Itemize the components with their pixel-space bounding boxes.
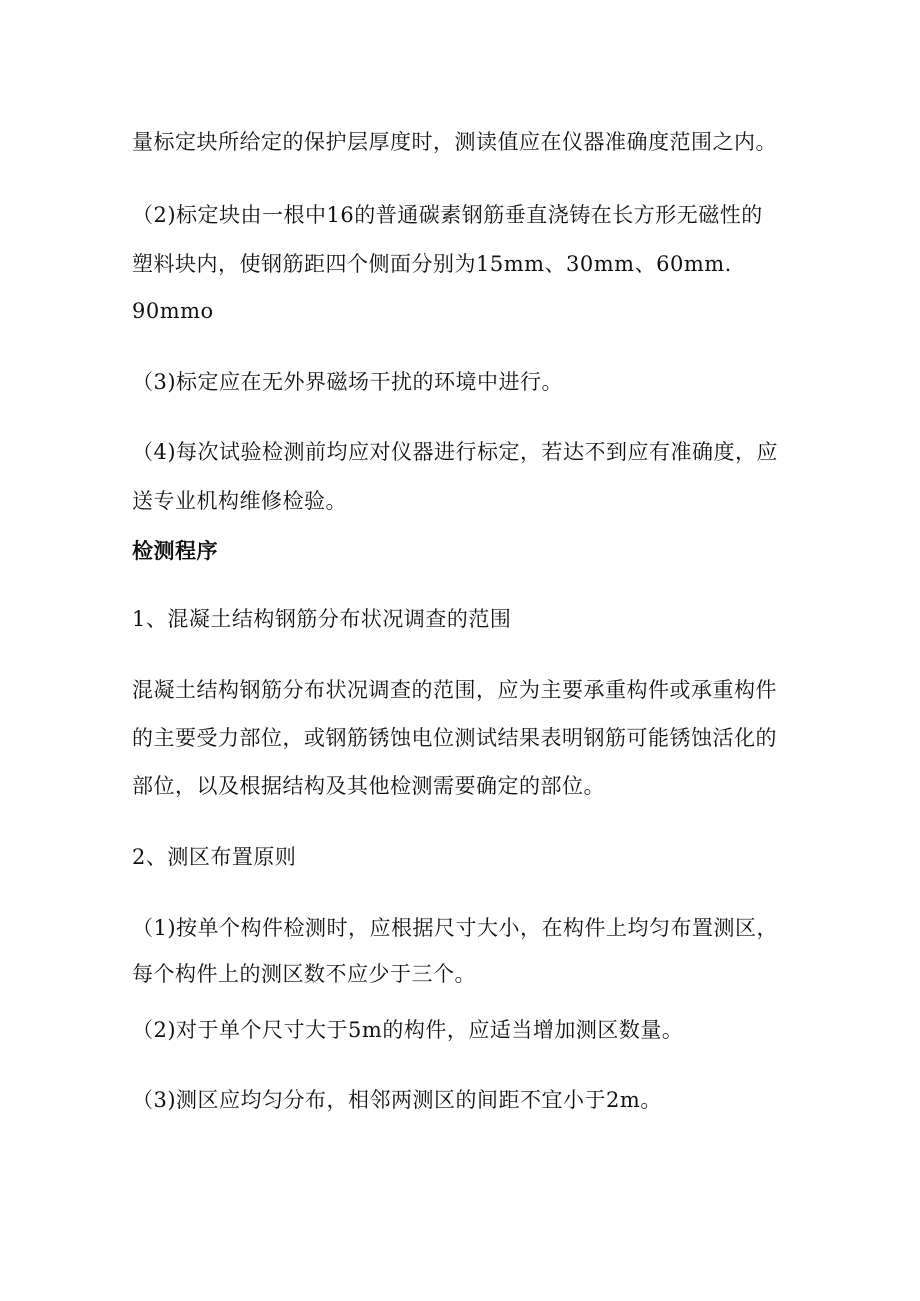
paragraph-line: （3)测区应均匀分布，相邻两测区的间距不宜小于2m。 bbox=[132, 1088, 662, 1112]
paragraph-line: （2)标定块由一根中16的普通碳素钢筋垂直浇铸在长方形无磁性的 bbox=[132, 203, 763, 227]
paragraph-line: 量标定块所给定的保护层厚度时，测读值应在仪器准确度范围之内。 bbox=[132, 130, 777, 154]
paragraph-line: 每个构件上的测区数不应少于三个。 bbox=[132, 962, 476, 986]
subsection-heading: 1、混凝土结构钢筋分布状况调查的范围 bbox=[132, 607, 512, 631]
subsection-heading: 2、测区布置原则 bbox=[132, 845, 297, 869]
paragraph-line: （4)每次试验检测前均应对仪器进行标定，若达不到应有准确度，应 bbox=[132, 440, 779, 464]
paragraph-line: 90mmo bbox=[132, 299, 214, 323]
paragraph-line: 塑料块内，使钢筋距四个侧面分别为15mm、30mm、60mm. bbox=[132, 252, 732, 276]
paragraph-line: 送专业机构维修检验。 bbox=[132, 489, 347, 513]
paragraph-line: （3)标定应在无外界磁场干扰的环境中进行。 bbox=[132, 370, 564, 394]
paragraph-line: 的主要受力部位，或钢筋锈蚀电位测试结果表明钢筋可能锈蚀活化的 bbox=[132, 726, 777, 750]
paragraph-line: 部位，以及根据结构及其他检测需要确定的部位。 bbox=[132, 774, 605, 798]
paragraph-line: （2)对于单个尺寸大于5m的构件，应适当增加测区数量。 bbox=[132, 1018, 684, 1042]
paragraph-line: （1)按单个构件检测时，应根据尺寸大小，在构件上均匀布置测区， bbox=[132, 916, 779, 940]
paragraph-line: 混凝土结构钢筋分布状况调查的范围，应为主要承重构件或承重构件 bbox=[132, 678, 777, 702]
section-heading: 检测程序 bbox=[132, 539, 218, 563]
